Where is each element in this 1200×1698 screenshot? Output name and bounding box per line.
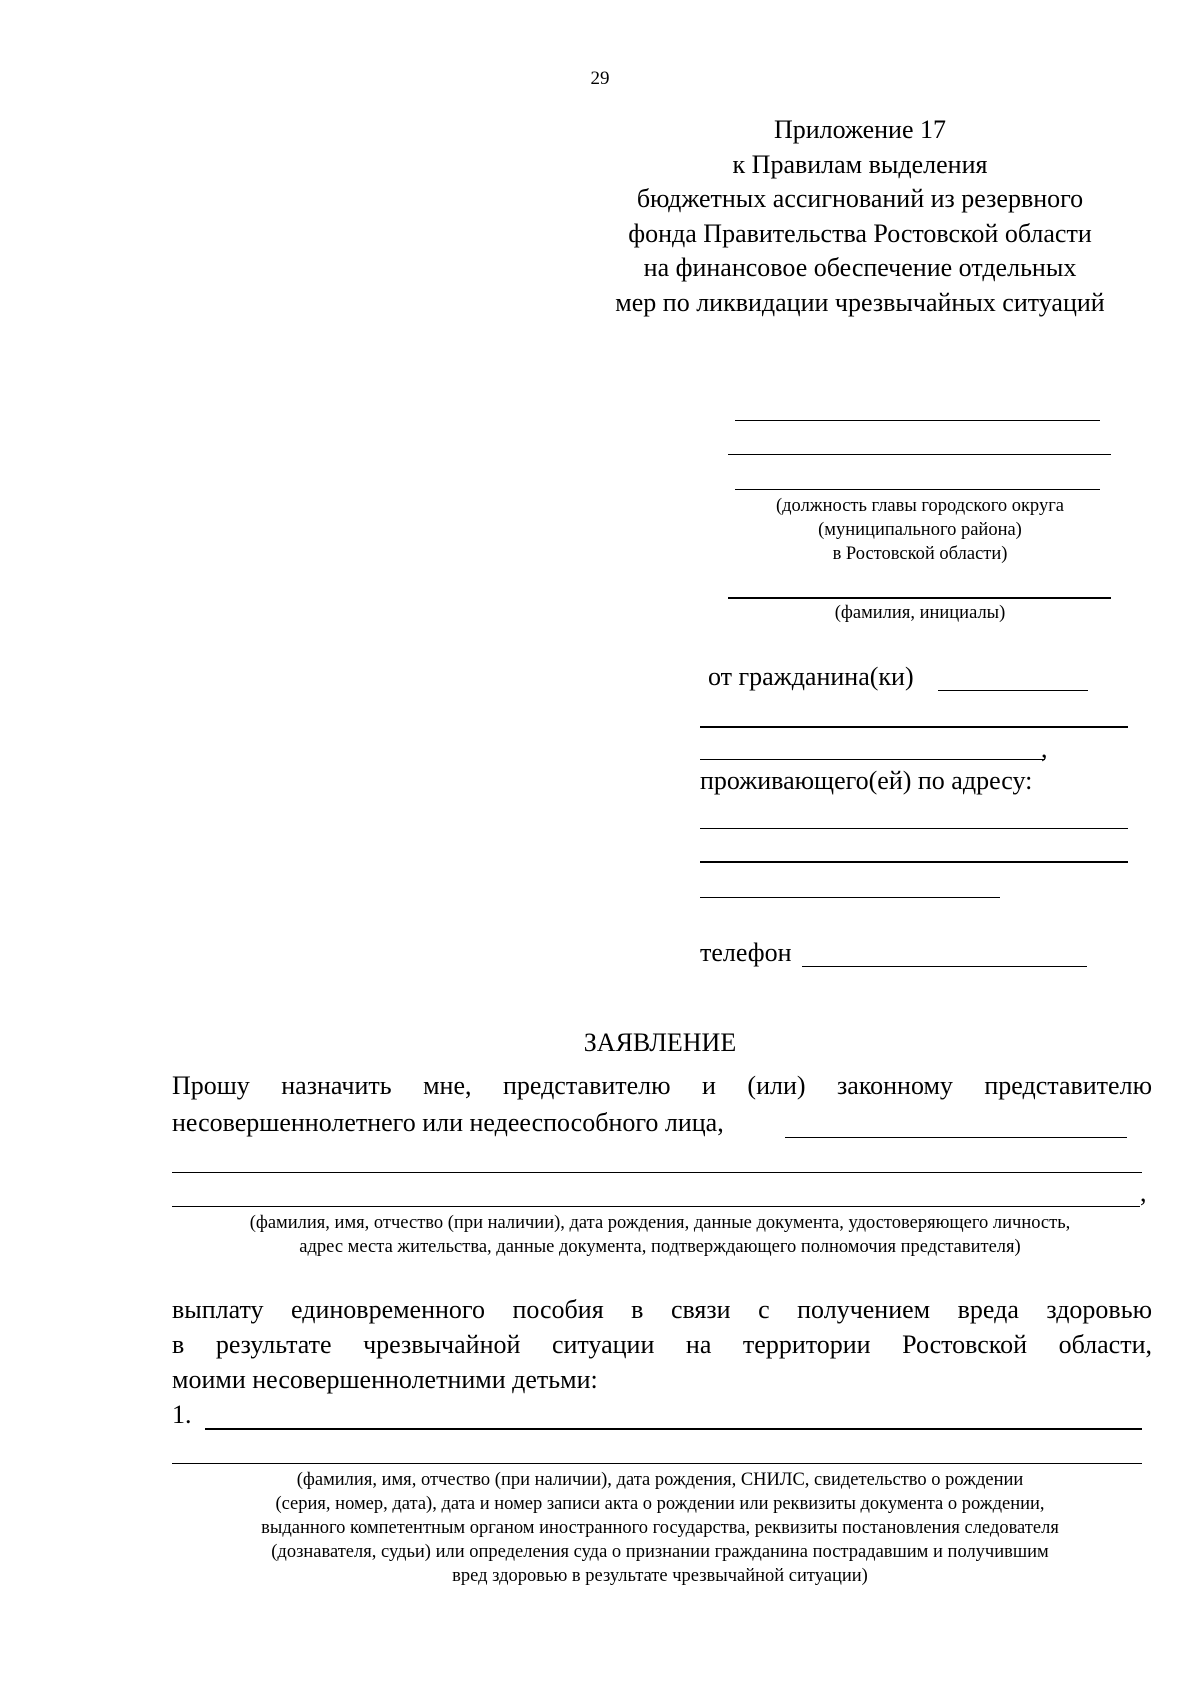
caption-line: (дознавателя, судьи) или определения суда о признании гражданина пострадавшим и получившим <box>271 1542 1049 1562</box>
address-line-1[interactable] <box>700 828 1128 829</box>
caption-line: (муниципального района) <box>818 520 1022 540</box>
annex-line: мер по ликвидации чрезвычайных ситуаций <box>615 287 1105 317</box>
position-line-2[interactable] <box>728 454 1111 455</box>
caption-line: в Ростовской области) <box>832 544 1008 564</box>
page-number: 29 <box>590 68 610 89</box>
position-caption <box>700 494 1140 566</box>
annex-line: фонда Правительства Ростовской области <box>628 218 1092 248</box>
item-number: 1. <box>172 1400 192 1429</box>
annex-line: бюджетных ассигнований из резервного <box>636 184 1084 213</box>
caption-line: выданного компетентным органом иностранного государства, реквизиты постановления следователя <box>261 1518 1059 1538</box>
child-line-1[interactable] <box>205 1428 1142 1430</box>
representative-caption <box>160 1211 1160 1259</box>
statement-line-2: несовершеннолетнего или недееспособного лица, <box>172 1108 724 1137</box>
caption-line: (фамилия, имя, отчество (при наличии), дата рождения, данные документа, удостоверяющего личность, <box>249 1213 1071 1233</box>
statement-title: ЗАЯВЛЕНИЕ <box>583 1028 737 1057</box>
citizen-name-line-2[interactable] <box>700 726 1128 728</box>
annex-line: Приложение 17 <box>773 115 947 144</box>
representative-line-2[interactable] <box>172 1172 1142 1173</box>
caption-line: адрес места жительства, данные документа, подтверждающего полномочия представителя) <box>299 1237 1021 1257</box>
body-line-1: выплату единовременного пособия в связи с получением вреда здоровью <box>172 1295 1152 1324</box>
child-line-2[interactable] <box>172 1463 1142 1464</box>
body-line-3: моими несовершеннолетними детьми: <box>172 1365 598 1394</box>
citizen-comma: , <box>1041 734 1048 763</box>
citizen-name-line-inline[interactable] <box>938 690 1088 691</box>
addressee-name-line[interactable] <box>728 597 1111 599</box>
caption-line: (должность главы городского округа <box>775 496 1064 516</box>
position-line-3[interactable] <box>735 489 1100 490</box>
annex-line: к Правилам выделения <box>732 149 988 179</box>
address-line-2[interactable] <box>700 861 1128 863</box>
representative-line-3[interactable] <box>172 1206 1140 1207</box>
from-citizen-label: от гражданина(ки) <box>708 662 914 691</box>
caption-line: (фамилия, имя, отчество (при наличии), дата рождения, СНИЛС, свидетельство о рождении <box>296 1470 1024 1490</box>
body-line-2: в результате чрезвычайной ситуации на территории Ростовской области, <box>172 1330 1152 1359</box>
address-line-3[interactable] <box>700 897 1000 898</box>
phone-label: телефон <box>700 938 792 967</box>
child-caption <box>160 1468 1160 1588</box>
caption-line: вред здоровью в результате чрезвычайной ситуации) <box>452 1566 868 1586</box>
citizen-name-line-3[interactable] <box>700 759 1045 760</box>
address-label: проживающего(ей) по адресу: <box>700 766 1033 795</box>
statement-line-1: Прошу назначить мне, представителю и (или) законному представителю <box>172 1071 1152 1100</box>
phone-line[interactable] <box>802 966 1087 967</box>
representative-comma: , <box>1140 1178 1147 1207</box>
position-line-1[interactable] <box>735 420 1100 421</box>
annex-line: на финансовое обеспечение отдельных <box>643 253 1077 282</box>
caption-line: (серия, номер, дата), дата и номер записи акта о рождении или реквизиты документа о рождении, <box>275 1494 1045 1514</box>
name-caption: (фамилия, инициалы) <box>834 603 1006 623</box>
representative-line-inline[interactable] <box>785 1137 1127 1138</box>
annex-header <box>600 113 1120 320</box>
